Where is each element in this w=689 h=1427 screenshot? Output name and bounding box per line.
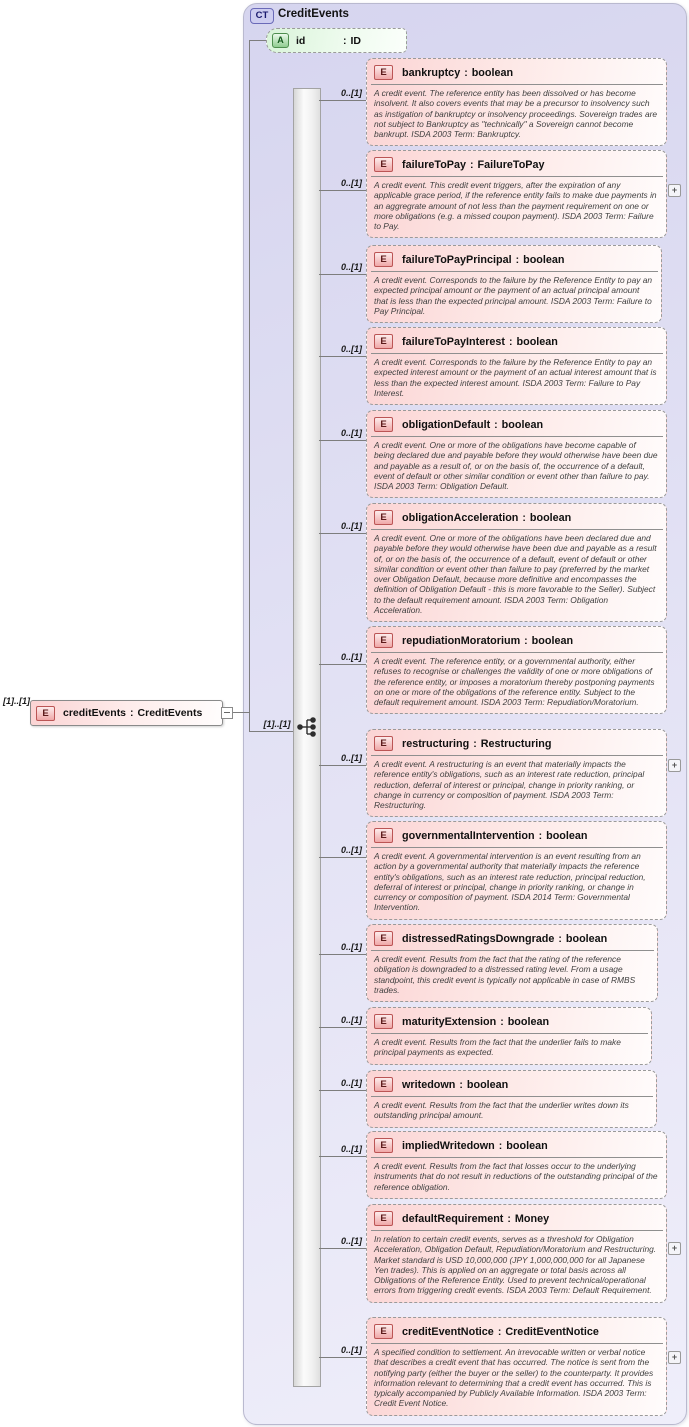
element-type: boolean xyxy=(466,1078,509,1091)
element-cardinality-label: 0..[1] xyxy=(340,942,362,952)
element-icon: E xyxy=(374,931,393,946)
element-icon: E xyxy=(374,334,393,349)
element-cardinality-label: 0..[1] xyxy=(340,428,362,438)
element-name: writedown xyxy=(402,1078,456,1091)
element-connector-line xyxy=(319,440,366,441)
root-link-connector[interactable] xyxy=(221,707,233,719)
attribute-type: ID xyxy=(350,34,361,47)
element-type: FailureToPay xyxy=(477,158,545,171)
element-description: A credit event. Results from the fact that the underlier fails to make principal payments as expected. xyxy=(374,1037,621,1058)
root-cardinality-label: [1]..[1] xyxy=(3,696,30,706)
element-name: maturityExtension xyxy=(402,1015,497,1028)
element-name: governmentalIntervention xyxy=(402,829,535,842)
complex-type-icon: CT xyxy=(250,8,274,24)
element-colon: : xyxy=(507,1212,511,1225)
element-description: A specified condition to settlement. An irrevocable written or verbal notice that describes a credit event that has occurred. The notice is sent from the notifying party (either the buyer or the seller) to the counterparty. It provides information relevant to determining that a credit event has occurred. This is typically accompanied by Publicly Available Information. ISDA 2003 Term: Credit Event Notice. xyxy=(374,1347,654,1409)
element-connector-line xyxy=(319,356,366,357)
element-description: A credit event. One or more of the obligations have been declared due and payable before they would otherwise have been due and payable as a result of, or on the basis of, the occurrence of a default, event of default or other similar condition or event other than failure to pay (preferred by the market over Obligation Default, because more definitive and encompasses the definition of Obligation Default - this is more favorable to the Seller). Subject to the default requirement amount. ISDA 2003 Term: Obligation Acceleration. xyxy=(374,533,657,616)
element-type: Money xyxy=(514,1212,550,1225)
element-header xyxy=(367,328,666,352)
element-colon: : xyxy=(459,1078,463,1091)
element-icon: E xyxy=(374,252,393,267)
sequence-cardinality-label: [1]..[1] xyxy=(263,719,291,729)
expand-icon[interactable]: + xyxy=(668,184,681,197)
element-icon: E xyxy=(374,633,393,648)
element-cardinality-label: 0..[1] xyxy=(340,753,362,763)
element-type: Restructuring xyxy=(480,737,552,750)
element-name: creditEventNotice xyxy=(402,1325,494,1338)
element-colon: : xyxy=(500,1015,504,1028)
element-colon: : xyxy=(473,737,477,750)
element-icon: E xyxy=(374,1077,393,1092)
element-cardinality-label: 0..[1] xyxy=(340,178,362,188)
element-header xyxy=(367,59,666,83)
element-cardinality-label: 0..[1] xyxy=(340,652,362,662)
element-header xyxy=(367,925,657,949)
element-icon: E xyxy=(36,706,55,721)
element-box-impliedWritedown[interactable] xyxy=(366,1131,667,1199)
element-cardinality-label: 0..[1] xyxy=(340,845,362,855)
element-colon: : xyxy=(524,634,528,647)
element-name: distressedRatingsDowngrade xyxy=(402,932,555,945)
element-cardinality-label: 0..[1] xyxy=(340,1015,362,1025)
root-connector-line xyxy=(232,712,250,713)
root-element-box[interactable] xyxy=(30,700,223,726)
element-description: A credit event. One or more of the obligations have become capable of being declared due and payable before they would otherwise have been due and payable as a result of, or on the basis of, the occurrence of a default, event of default or other similar condition or event other than failure to pay. ISDA 2003 Term: Obligation Default. xyxy=(374,440,658,492)
element-box-writedown[interactable] xyxy=(366,1070,657,1128)
element-name: failureToPayPrincipal xyxy=(402,253,512,266)
element-name: bankruptcy xyxy=(402,66,461,79)
element-colon: : xyxy=(522,511,526,524)
element-icon: E xyxy=(374,1324,393,1339)
element-type: boolean xyxy=(501,418,544,431)
element-description: A credit event. Results from the fact that the underlier writes down its outstanding principal amount. xyxy=(374,1100,629,1121)
element-cardinality-label: 0..[1] xyxy=(340,1236,362,1246)
element-description: A credit event. The reference entity has been dissolved or has become insolvent. It also covers events that may be a precursor to insolvency such as instigation of bankruptcy or insolvency proceedings. Sovereign trades are not subject to Bankruptcy as "technically" a Sovereign cannot become bankrupt. ISDA 2003 Term: Bankruptcy. xyxy=(374,88,658,140)
element-connector-line xyxy=(319,857,366,858)
element-header xyxy=(367,246,661,270)
element-box-failureToPayInterest[interactable] xyxy=(366,327,667,405)
element-icon: E xyxy=(374,1014,393,1029)
element-cardinality-label: 0..[1] xyxy=(340,262,362,272)
element-cardinality-label: 0..[1] xyxy=(340,344,362,354)
element-colon: : xyxy=(470,158,474,171)
element-header xyxy=(367,1205,666,1229)
element-header xyxy=(367,1132,666,1156)
element-header xyxy=(367,1318,666,1342)
element-name: defaultRequirement xyxy=(402,1212,504,1225)
complex-type-name: CreditEvents xyxy=(278,8,349,20)
element-type: boolean xyxy=(516,335,558,348)
element-cardinality-label: 0..[1] xyxy=(340,1345,362,1355)
element-description: A credit event. A governmental intervention is an event resulting from an action by a governmental authority that materially impacts the reference entity's obligations, such as an interest rate reduction, principal reduction, deferral of interest or principal, change in priority ranking, or change in currency or composition of payment. ISDA 2014 Term: Governmental Intervention. xyxy=(374,851,646,913)
element-connector-line xyxy=(319,765,366,766)
element-box-maturityExtension[interactable] xyxy=(366,1007,652,1065)
element-box-obligationAcceleration[interactable] xyxy=(366,503,667,622)
expand-icon[interactable]: + xyxy=(668,1351,681,1364)
element-colon: : xyxy=(498,1139,503,1152)
element-colon: : xyxy=(464,66,468,79)
element-description: A credit event. Corresponds to the failure by the Reference Entity to pay an expected principal amount or the payment of an actual principal amount that is less than the expected principal amount. ISDA 2003 Term: Failure to Pay Principal. xyxy=(374,275,653,316)
element-type: boolean xyxy=(523,253,565,266)
element-header xyxy=(367,1071,656,1095)
element-cardinality-label: 0..[1] xyxy=(340,88,362,98)
element-connector-line xyxy=(319,1027,366,1028)
element-type: boolean xyxy=(506,1139,548,1152)
element-connector-line xyxy=(319,1156,366,1157)
element-icon: E xyxy=(374,736,393,751)
element-icon: E xyxy=(374,65,393,80)
element-box-restructuring[interactable] xyxy=(366,729,667,817)
element-name: failureToPayInterest xyxy=(402,335,506,348)
element-icon: E xyxy=(374,828,393,843)
element-description: A credit event. This credit event triggers, after the expiration of any applicable grace period, if the reference entity fails to make due payments in an aggregrate amount of not less than the payment requirement on one or more obligations (e.g. a missed coupon payment). ISDA 2003 Term: Failure to Pay. xyxy=(374,180,657,232)
element-name: restructuring xyxy=(402,737,470,750)
element-box-failureToPayPrincipal[interactable] xyxy=(366,245,662,323)
element-connector-line xyxy=(319,274,366,275)
element-description: A credit event. Corresponds to the failure by the Reference Entity to pay an expected interest amount or the payment of an actual interest amount that is less than the expected interest amount. ISDA 2003 Term: Failure to Pay Interest. xyxy=(374,357,657,398)
element-box-defaultRequirement[interactable] xyxy=(366,1204,667,1303)
element-name: repudiationMoratorium xyxy=(402,634,521,647)
element-box-bankruptcy[interactable] xyxy=(366,58,667,146)
sequence-icon xyxy=(296,716,320,738)
element-box-failureToPay[interactable] xyxy=(366,150,667,238)
element-box-governmentalIntervention[interactable] xyxy=(366,821,667,920)
element-header xyxy=(367,822,666,846)
element-type: boolean xyxy=(529,511,572,524)
element-description: In relation to certain credit events, serves as a threshold for Obligation Acceleration, Obligation Default, Repudiation/Moratorium and Restructuring. Market standard is USD 10,000,000 (JPY 1,000,000,000 for all Japanese Yen trades). This is applied on an aggregate or total basis across all Obligations of the Reference Entity. Used to prevent technical/operational errors from triggering credit events. ISDA 2003 Term: Default Requirement. xyxy=(374,1234,657,1296)
element-type: boolean xyxy=(546,829,588,842)
element-connector-line xyxy=(319,1248,366,1249)
element-cardinality-label: 0..[1] xyxy=(340,1144,362,1154)
element-name: failureToPay xyxy=(402,158,467,171)
element-type: boolean xyxy=(565,932,608,945)
element-connector-line xyxy=(319,533,366,534)
root-element-type: CreditEvents xyxy=(137,707,203,719)
root-element-colon: : xyxy=(130,707,134,719)
element-name: obligationDefault xyxy=(402,418,491,431)
element-cardinality-label: 0..[1] xyxy=(340,521,362,531)
element-colon: : xyxy=(497,1325,502,1338)
element-colon: : xyxy=(515,253,520,266)
element-type: CreditEventNotice xyxy=(505,1325,599,1338)
element-connector-line xyxy=(319,954,366,955)
element-header xyxy=(367,730,666,754)
element-description: A credit event. Results from the fact that losses occur to the underlying instruments that do not result in reductions of the outstanding principal of the reference obligation. xyxy=(374,1161,658,1192)
element-header xyxy=(367,627,666,651)
element-icon: E xyxy=(374,1138,393,1153)
element-connector-line xyxy=(319,100,366,101)
element-header xyxy=(367,411,666,435)
element-connector-line xyxy=(319,664,366,665)
element-description: A credit event. Results from the fact that the rating of the reference obligation is downgraded to a distressed rating level. From a usage standpoint, this credit event is typically not applicable in case of RMBS trades. xyxy=(374,954,636,995)
expand-icon[interactable]: + xyxy=(668,759,681,772)
attribute-name: id xyxy=(296,34,306,47)
element-box-distressedRatingsDowngrade[interactable] xyxy=(366,924,658,1002)
element-connector-line xyxy=(319,1090,366,1091)
element-box-obligationDefault[interactable] xyxy=(366,410,667,498)
attribute-icon: A xyxy=(272,33,289,48)
root-element-name: creditEvents xyxy=(63,707,127,719)
element-icon: E xyxy=(374,417,393,432)
element-colon: : xyxy=(558,932,562,945)
element-type: boolean xyxy=(507,1015,550,1028)
element-connector-line xyxy=(319,1357,366,1358)
element-box-repudiationMoratorium[interactable] xyxy=(366,626,667,714)
element-name: obligationAcceleration xyxy=(402,511,519,524)
element-header xyxy=(367,1008,651,1032)
element-cardinality-label: 0..[1] xyxy=(340,1078,362,1088)
tree-trunk-line xyxy=(249,40,250,732)
element-description: A credit event. The reference entity, or a governmental authority, either refuses to recognise or challenges the validity of one or more obligations of the reference entity, or imposes a moratorium thereby postponing payments on one or more of the obligations of the reference entity. Subject to the default requirement amount. ISDA 2003 Term: Repudiation/Moratorium. xyxy=(374,656,655,708)
element-icon: E xyxy=(374,510,393,525)
element-description: A credit event. A restructuring is an event that materially impacts the reference entity's obligations, such as an interest rate reduction, principal reduction, deferral of interest or principal, change in priority ranking, or change in currency or composition of payment. ISDA 2003 Term: Restructuring. xyxy=(374,759,645,811)
expand-icon[interactable]: + xyxy=(668,1242,681,1255)
attribute-id[interactable] xyxy=(266,28,407,53)
element-icon: E xyxy=(374,157,393,172)
attribute-colon: : xyxy=(343,34,347,47)
element-type: boolean xyxy=(471,66,514,79)
element-name: impliedWritedown xyxy=(402,1139,495,1152)
element-header xyxy=(367,151,666,175)
element-box-creditEventNotice[interactable] xyxy=(366,1317,667,1416)
element-colon: : xyxy=(494,418,498,431)
element-icon: E xyxy=(374,1211,393,1226)
sequence-connector-line xyxy=(249,731,297,732)
element-header xyxy=(367,504,666,528)
element-colon: : xyxy=(509,335,513,348)
element-colon: : xyxy=(538,829,543,842)
element-connector-line xyxy=(319,190,366,191)
element-type: boolean xyxy=(531,634,574,647)
